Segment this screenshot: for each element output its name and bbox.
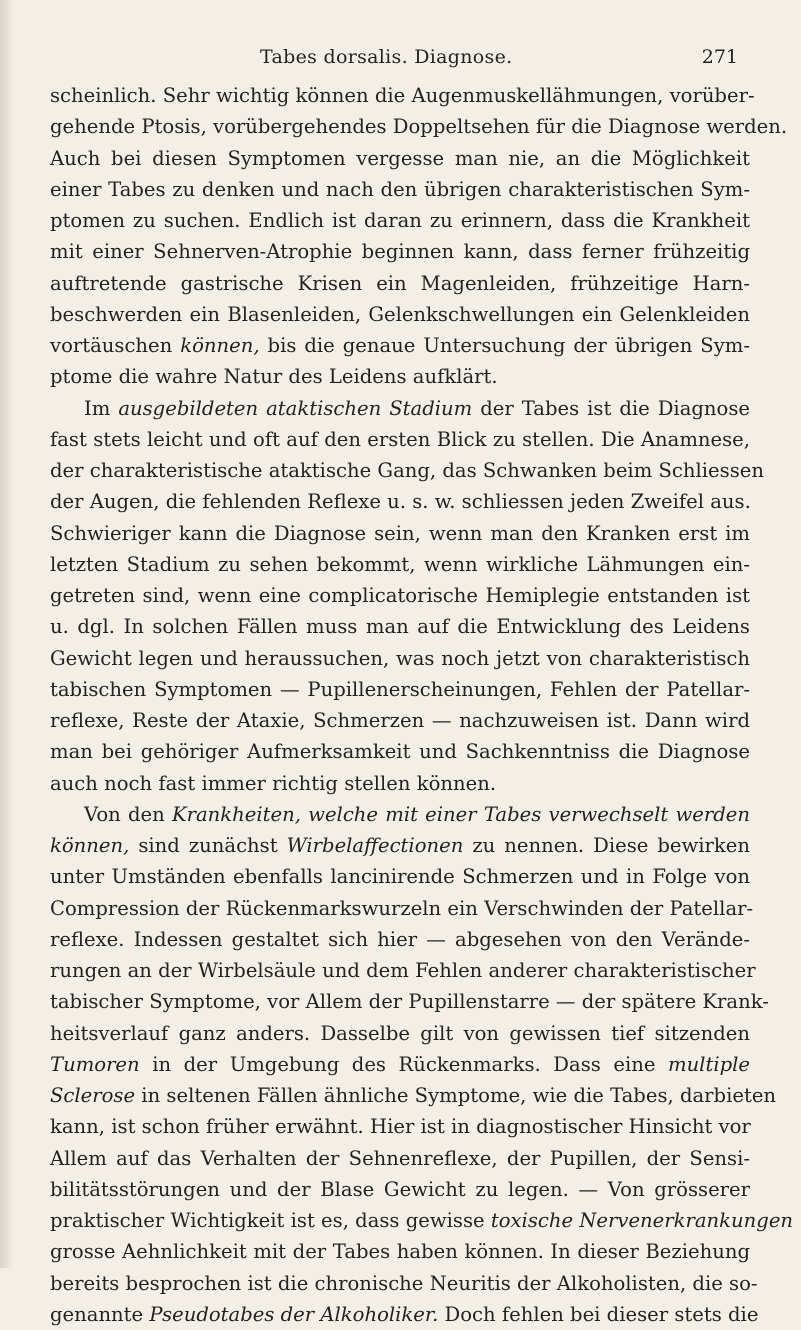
text-line: auch noch fast immer richtig stellen können. <box>50 771 497 795</box>
text-line: ptome die wahre Natur des Leidens aufklärt. <box>50 365 498 389</box>
text-line: grosse Aehnlichkeit mit der Tabes haben können. In dieser Beziehung <box>50 1240 750 1264</box>
text-line: Gewicht legen und heraussuchen, was noch jetzt von charakteristisch <box>50 646 750 670</box>
text-line: getreten sind, wenn eine complicatorische Hemiplegie entstanden ist <box>50 584 750 607</box>
text-line: unter Umständen ebenfalls lancinirende Schmerzen und in Folge von <box>50 865 750 889</box>
text-line: tabischen Symptomen — Pupillenerscheinungen, Fehlen der Patellar- <box>50 677 750 701</box>
book-page <box>50 0 794 1330</box>
text-line: beschwerden ein Blasenleiden, Gelenkschwellungen ein Gelenkleiden <box>50 302 750 326</box>
text-line: auftretende gastrische Krisen ein Magenleiden, frühzeitige Harn- <box>50 271 750 295</box>
page-number: 271 <box>701 46 738 68</box>
text-line: kann, ist schon früher erwähnt. Hier ist in diagnostischer Hinsicht vor <box>50 1115 751 1139</box>
text-line: Tumoren in der Umgebung des Rückenmarks. Dass eine multiple <box>50 1052 750 1076</box>
text-line: gehende Ptosis, vorübergehendes Doppeltsehen für die Diagnose werden. <box>50 115 788 139</box>
text-line: Compression der Rückenmarkswurzeln ein Verschwinden der Patellar- <box>50 896 754 920</box>
text-line: Von den Krankheiten, welche mit einer Tabes verwechselt werden <box>84 802 750 826</box>
text-line: genannte Pseudotabes der Alkoholiker. Doch fehlen bei dieser stets die <box>50 1302 759 1326</box>
text-line: fast stets leicht und oft auf den ersten Blick zu stellen. Die Anamnese, <box>50 427 750 451</box>
running-title: Tabes dorsalis. Diagnose. <box>260 46 513 68</box>
text-line: praktischer Wichtigkeit ist es, dass gewisse toxische Nervenerkrankungen <box>50 1209 794 1232</box>
text-line: heitsverlauf ganz anders. Dasselbe gilt von gewissen tief sitzenden <box>50 1021 750 1045</box>
text-line: der charakteristische ataktische Gang, das Schwanken beim Schliessen <box>50 459 764 482</box>
text-line: Allem auf das Verhalten der Sehnenreflexe, der Pupillen, der Sensi- <box>50 1146 750 1170</box>
text-line: man bei gehöriger Aufmerksamkeit und Sachkenntniss die Diagnose <box>50 740 750 764</box>
text-line: bilitätsstörungen und der Blase Gewicht zu legen. — Von grösserer <box>50 1177 750 1201</box>
paragraph-2 <box>50 393 764 799</box>
text-line: Auch bei diesen Symptomen vergesse man nie, an die Möglichkeit <box>50 146 750 170</box>
paragraph-1 <box>50 80 788 393</box>
text-line: reflexe. Indessen gestaltet sich hier — abgesehen von den Verände- <box>50 927 750 951</box>
text-line: einer Tabes zu denken und nach den übrigen charakteristischen Sym- <box>50 177 750 201</box>
text-line: Im ausgebildeten ataktischen Stadium der Tabes ist die Diagnose <box>84 396 750 420</box>
text-line: Sclerose in seltenen Fällen ähnliche Symptome, wie die Tabes, darbieten <box>50 1084 777 1107</box>
text-line: können, sind zunächst Wirbelaffectionen zu nennen. Diese bewirken <box>50 834 751 857</box>
page-header <box>50 0 750 80</box>
text-line: ptomen zu suchen. Endlich ist daran zu erinnern, dass die Krankheit <box>50 209 750 232</box>
text-line: bereits besprochen ist die chronische Neuritis der Alkoholisten, die so- <box>50 1271 758 1295</box>
text-line: tabischer Symptome, vor Allem der Pupillenstarre — der spätere Krank- <box>50 990 769 1014</box>
text-line: u. dgl. In solchen Fällen muss man auf die Entwicklung des Leidens <box>50 615 750 639</box>
text-line: mit einer Sehnerven-Atrophie beginnen kann, dass ferner frühzeitig <box>50 240 750 264</box>
text-line: Schwieriger kann die Diagnose sein, wenn man den Kranken erst im <box>50 521 750 545</box>
text-line: reflexe, Reste der Ataxie, Schmerzen — nachzuweisen ist. Dann wird <box>50 709 750 732</box>
text-line: scheinlich. Sehr wichtig können die Augenmuskellähmungen, vorüber- <box>50 84 755 107</box>
paragraph-3 <box>50 799 794 1330</box>
text-line: rungen an der Wirbelsäule und dem Fehlen anderer charakteristischer <box>50 959 756 982</box>
text-line: der Augen, die fehlenden Reflexe u. s. w. schliessen jeden Zweifel aus. <box>50 490 751 514</box>
text-line: vortäuschen können, bis die genaue Untersuchung der übrigen Sym- <box>50 334 750 357</box>
page-binding-shadow <box>0 0 14 1268</box>
body-text <box>50 80 794 1330</box>
text-line: letzten Stadium zu sehen bekommt, wenn wirkliche Lähmungen ein- <box>50 552 750 576</box>
